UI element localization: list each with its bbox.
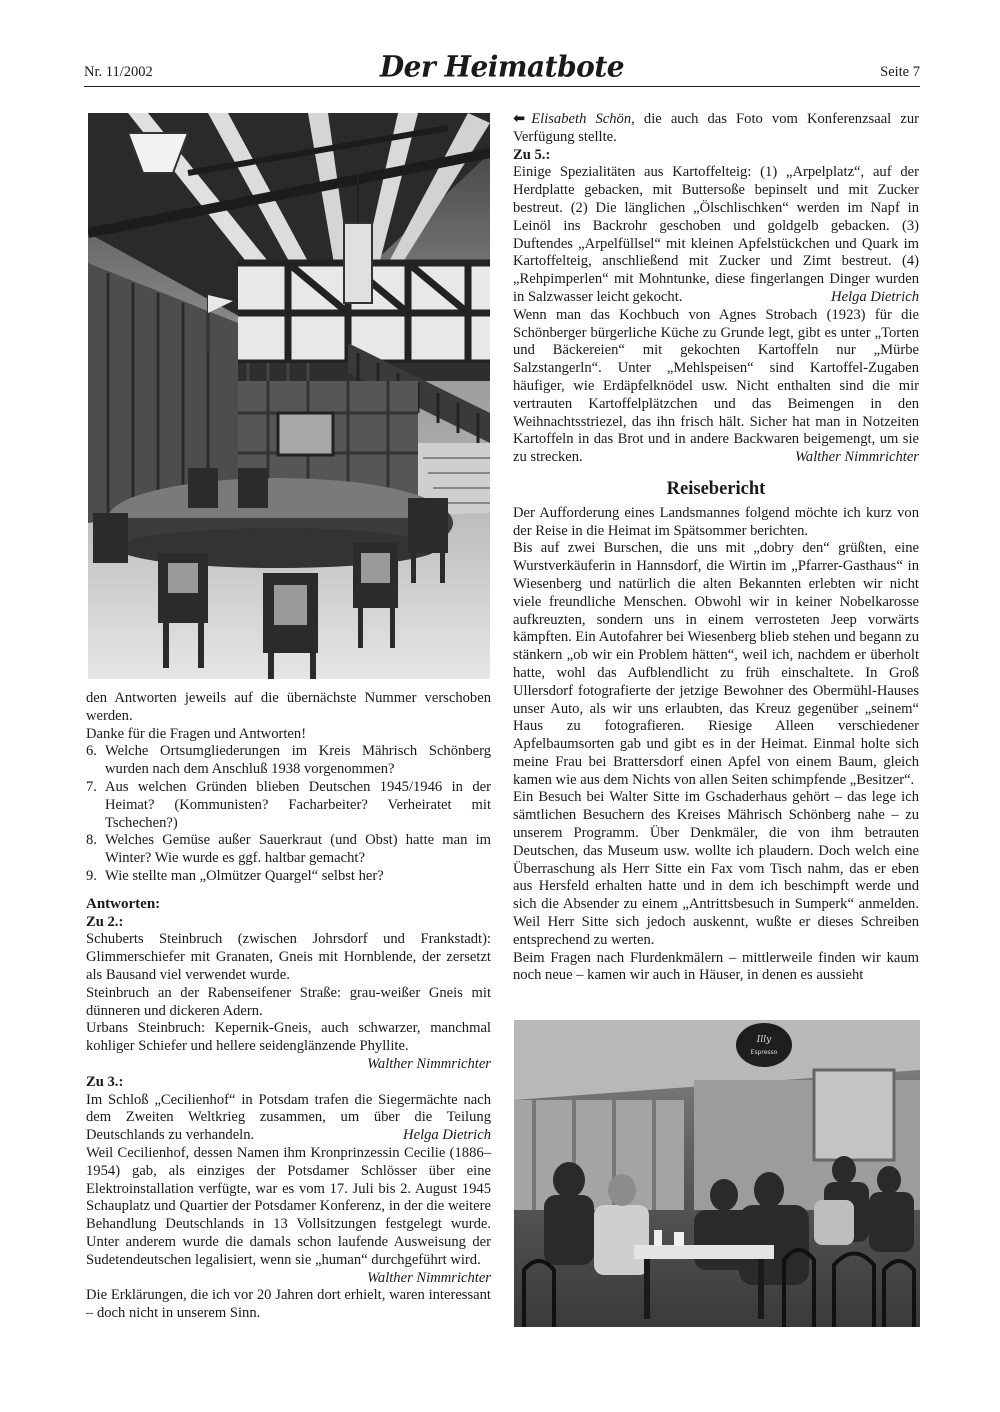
right-column (513, 110, 919, 985)
list-item: 8. Welches Gemüse außer Sauerkraut (und Obst) hatte man im Winter? Wie wurde es ggf. haltbar gemacht? (86, 832, 491, 867)
zu3-signature-1: Helga Dietrich (403, 1127, 491, 1144)
answers-heading: Antworten: (86, 895, 161, 912)
reisebericht-paragraph: Beim Fragen nach Flurdenkmälern – mittlerweile finden wir kaum noch neue – kamen wir auch in Häuser, in denen es aussieht (513, 949, 919, 984)
zu3-paragraph: Weil Cecilienhof, dessen Namen ihm Kronprinzessin Cecilie (1886–1954) gab, als einziges der Potsdamer Schlösser über eine Elektroinstallation verfügte, war es vom 17. Juli bis 2. August 1945 Schauplatz und Quartier der Potsdamer Konferenz, in der die weitere Behandlung Deutschlands in 13 Vollsitzungen festgelegt wurde. Unter anderem wurde die damals schon laufende Ausweisung der Sudetendeutschen legalisiert, wenn sie „human“ durchgeführt wird. Walther Nimmrichter (86, 1144, 491, 1286)
zu3-paragraph: Im Schloß „Cecilienhof“ in Potsdam trafen die Siegermächte nach dem Zweiten Weltkrieg zusammen, um über die Teilung Deutschlands zu verhandeln. Helga Dietrich (86, 1091, 491, 1144)
header-rule (84, 86, 920, 87)
cafe-sign-text: Illy (756, 1035, 772, 1045)
zu3-heading: Zu 3.: (86, 1073, 124, 1090)
zu2-signature: Walther Nimmrichter (367, 1055, 491, 1072)
question-list (86, 743, 491, 885)
zu2-paragraph: Steinbruch an der Rabenseifener Straße: grau-weißer Gneis mit dünneren und dickeren Adern. (86, 984, 491, 1019)
zu5-paragraph: Wenn man das Kochbuch von Agnes Strobach (1923) für die Schönberger bürgerliche Küche zu Grunde legt, gibt es unter „Torten und Bäckereien“ mit gekochten Kartoffeln nur „Mürbe Salzstangerln“. Unter „Mehlspeisen“ sind Kartoffel-Zugaben häufiger, wie Erdäpfelknödel usw. Nicht enthalten sind die mir vertrauten Kartoffelplätzchen und das Beimengen in den Weihnachtsstriezel, das ihn frisch hält. Sicher hat man in Notzeiten Kartoffeln in das Brot und in andere Backwaren beigemengt, um sie zu strecken. Walther Nimmrichter (513, 306, 919, 466)
reisebericht-paragraph: Bis auf zwei Burschen, die uns mit „dobry den“ grüßten, eine Wurstverkäuferin in Hannsdorf, die Wirtin im „Pfarrer-Gasthaus“ in Wiesenberg und natürlich die alten Bekannten erlebten wir nicht viele freundliche Menschen. Obwohl wir in keiner Nobelkarosse aufkreuzten, sondern uns in einem verrosteten Jeep vorwärts kämpften. Ein Autofahrer bei Wiesenberg blieb stehen und begann zu stänkern „ob wir ein Problem hätten“, weil ich, nachdem er überholt hatte, wohl das Aufblendlicht zu früh einschaltete. In Groß Ullersdorf fotografierte der jetzige Bewohner des Obermühl-Hauses unser Auto, als wir uns erlaubten, das Kreuz gegenüber „seinem“ Haus zu fotografieren. Riesige Alleen verschiedener Apfelbaumsorten gab und gibt es in der Heimat. Einmal holte sich meine Frau bei Brattersdorf einen Apfel von einem Baum, gleich kamen wie aus dem Nichts von allen Seiten schimpfende „Besitzer“. (513, 540, 919, 788)
zu5-heading: Zu 5.: (513, 146, 551, 163)
list-item: 9. Wie stellte man „Olmützer Quargel“ selbst her? (86, 867, 384, 884)
zu5-signature-2: Walther Nimmrichter (795, 449, 919, 466)
masthead-title: Der Heimatbote (379, 49, 625, 84)
arrow-left-icon: ⬅ (513, 110, 526, 127)
reisebericht-paragraph: Ein Besuch bei Walter Sitte im Gschaderhaus gehört – das lege ich sämtlichen Besuchern des Kreises Mährisch Schönberg nahe – zu unserem Programm. Über Denkmäler, die von ihm betrauten Deutschen, das Museum usw. wollte ich plaudern. Doch welch eine Überraschung als Herr Sitte ein Fax vom Tisch nahm, das er eben aus Hersfeld erhalten hatte und in dem ich beschimpft werde und sich die Absender zu einem „Antrittsbesuch in Sumperk“ anmelden. Weil Herr Sitte sich jedoch auskennt, wußte er dieses Schreiben entsprechend zu werten. (513, 789, 919, 948)
zu3-paragraph: Die Erklärungen, die ich vor 20 Jahren dort erhielt, waren interessant – doch nicht in unserem Sinn. (86, 1287, 491, 1322)
zu2-paragraph: Schuberts Steinbruch (zwischen Johrsdorf und Frankstadt): Glimmerschiefer mit Granaten, Gneis mit Hornblende, der zersetzt als Bausand viel verwendet wurde. (86, 931, 491, 983)
reisebericht-title: Reisebericht (666, 478, 766, 499)
cafe-photo (514, 1020, 920, 1327)
page-header (84, 50, 920, 88)
list-item: 7. Aus welchen Gründen blieben Deutschen 1945/1946 in der Heimat? (Kommunisten? Facharbeiter? Verheiratet mit Tschechen?) (86, 778, 491, 831)
list-item: 6. Welche Ortsumgliederungen im Kreis Mährisch Schönberg wurden nach dem Anschluß 1938 vorgenommen? (86, 743, 491, 778)
zu3-signature-2: Walther Nimmrichter (367, 1269, 491, 1286)
page-number: Seite 7 (880, 64, 920, 80)
thanks-text: Danke für die Fragen und Antworten! (86, 725, 307, 742)
issue-number: Nr. 11/2002 (84, 64, 153, 80)
conference-hall-photo (88, 113, 490, 679)
photo-credit: ⬅ Elisabeth Schön, die auch das Foto vom Konferenzsaal zur Verfügung stellte. (513, 110, 919, 145)
zu5-signature-1: Helga Dietrich (831, 288, 919, 305)
cafe-sign-subtext: Espresso (750, 1049, 778, 1056)
reisebericht-paragraph: Der Aufforderung eines Landsmannes folgend möchte ich kurz von der Reise in die Heimat im Spätsommer berichten. (513, 504, 919, 539)
zu2-heading: Zu 2.: (86, 913, 124, 930)
zu5-paragraph: Einige Spezialitäten aus Kartoffelteig: (1) „Arpelplatz“, auf der Herdplatte gebacken, mit Buttersoße bepinselt und mit Zucker bestreut. (2) Die länglichen „Ölschlischken“ werden im Napf in Leinöl ins Backrohr geschoben und goldgelb gebacken. (3) Duftendes „Arpelfüllsel“ mit kleinen Apfelstückchen und Quark im Kartoffelteig, anschließend mit Zucker und Zimt bestreut. (4) „Rehpimperlen“ mit Mohntunke, diese fingerlangen Dinger wurden in Salzwasser leicht gekocht. Helga Dietrich (513, 164, 919, 305)
intro-text: den Antworten jeweils auf die übernächste Nummer verschoben werden. (86, 690, 491, 724)
left-column (86, 690, 491, 1323)
zu2-paragraph: Urbans Steinbruch: Kepernik-Gneis, auch schwarzer, manchmal kohliger Schiefer und hellere seidenglänzende Phyllite. (86, 1020, 491, 1055)
